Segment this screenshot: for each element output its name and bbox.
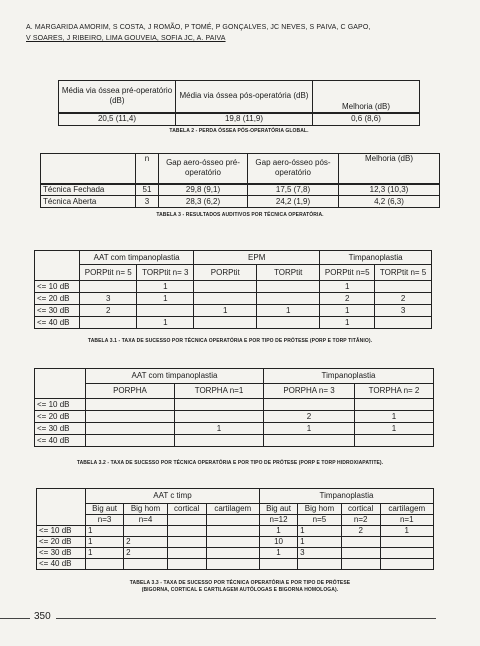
table4-subheader: TORPHA n= 2 [355, 384, 434, 399]
table5-corner [37, 489, 86, 526]
table2-header: Gap aero-ósseo pós-operatório [248, 154, 339, 184]
table5-caption [40, 580, 440, 594]
table2-cell: 3 [136, 196, 159, 208]
table1-cell: 0,6 (8,6) [313, 113, 420, 126]
table3-subheader: PORPtit [194, 265, 257, 281]
table4-cell [86, 435, 175, 447]
table3-subheader: TORPtit n= 5 [375, 265, 432, 281]
table2-cell: 28,3 (6,2) [159, 196, 248, 208]
table5-count: n=5 [298, 515, 342, 526]
table2-header [41, 154, 136, 184]
table3-cell [375, 317, 432, 329]
running-header [26, 22, 466, 44]
table5-cell: 2 [124, 537, 168, 548]
table3-cell [257, 281, 320, 293]
table5-subheader: cortical [167, 504, 206, 515]
table-success-titanium [34, 250, 432, 329]
table3-cell: 1 [137, 317, 194, 329]
table3-cell: 1 [320, 317, 375, 329]
table4-cell: 1 [175, 423, 264, 435]
table-bone-loss [58, 80, 420, 126]
table3-caption: TABELA 3.1 - TAXA DE SUCESSO POR TÉCNICA OPERATÓRIA E POR TIPO DE PRÓTESE (PORP E TORP TITÂNIO). [87, 338, 373, 344]
table5-count [167, 515, 206, 526]
table3-cell: 1 [257, 305, 320, 317]
table5-cell: 1 [259, 526, 297, 537]
table5-count: n=3 [86, 515, 124, 526]
table3-cell: 2 [375, 293, 432, 305]
table-success-hydroxyapatite [34, 368, 434, 447]
table5-cell: 1 [298, 526, 342, 537]
table3-cell [257, 317, 320, 329]
table4-group-header: AAT com timpanoplastia [86, 369, 264, 384]
table5-count: n=12 [259, 515, 297, 526]
table5-caption-line1: TABELA 3.3 - TAXA DE SUCESSO POR TÉCNICA OPERATÓRIA E POR TIPO DE PRÓTESE [129, 580, 351, 586]
table5-cell: 1 [86, 548, 124, 559]
table4-subheader: PORPHA n= 3 [264, 384, 355, 399]
table4-cell [175, 411, 264, 423]
table5-row-label: <= 10 dB [37, 526, 86, 537]
table2-header: Gap aero-ósseo pré-operatório [159, 154, 248, 184]
table4-cell: 1 [355, 423, 434, 435]
table3-cell: 1 [320, 305, 375, 317]
table5-subheader: Big hom [124, 504, 168, 515]
table4-row-label: <= 10 dB [35, 399, 86, 411]
table3-cell: 3 [80, 293, 137, 305]
table5-count: n=4 [124, 515, 168, 526]
table1-header: Melhoria (dB) [313, 81, 420, 113]
table5-cell [341, 559, 380, 570]
table3-cell: 2 [320, 293, 375, 305]
table2-cell: Técnica Aberta [41, 196, 136, 208]
table3-cell [257, 293, 320, 305]
table3-cell: 2 [80, 305, 137, 317]
table5-caption-line2: (BIGORNA, CORTICAL E CARTILAGEM AUTÓLOGAS E BIGORNA HOMOLOGA). [141, 587, 339, 593]
table3-group-header: EPM [194, 251, 320, 265]
table5-cell: 10 [259, 537, 297, 548]
table4-row-label: <= 40 dB [35, 435, 86, 447]
table2-cell: 17,5 (7,8) [248, 184, 339, 196]
table5-cell [206, 559, 259, 570]
footer-rule-right [56, 618, 436, 619]
table4-cell [86, 399, 175, 411]
table3-cell: 3 [375, 305, 432, 317]
table4-cell: 1 [355, 411, 434, 423]
table1-cell: 19,8 (11,9) [176, 113, 313, 126]
table3-cell: 1 [137, 293, 194, 305]
table5-cell: 1 [380, 526, 433, 537]
table5-subheader: Big aut [259, 504, 297, 515]
table5-count [206, 515, 259, 526]
table5-cell [206, 537, 259, 548]
table5-cell: 3 [298, 548, 342, 559]
table2-header: n [136, 154, 159, 184]
table3-cell: 1 [137, 281, 194, 293]
table5-cell [206, 548, 259, 559]
table3-cell: 1 [320, 281, 375, 293]
table4-group-header: Timpanoplastia [264, 369, 434, 384]
table-success-ossicle-cartilage [36, 488, 434, 570]
table3-subheader: PORPtit n=5 [320, 265, 375, 281]
table3-cell [194, 317, 257, 329]
table3-subheader: PORPtit n= 5 [80, 265, 137, 281]
table1-caption: TABELA 2 - PERDA ÓSSEA PÓS-OPERATÓRIA GLOBAL. [169, 128, 309, 134]
table4-cell [264, 435, 355, 447]
table5-cell [259, 559, 297, 570]
table4-caption: TABELA 3.2 - TAXA DE SUCESSO POR TÉCNICA OPERATÓRIA E POR TIPO DE PRÓTESE (PORP E TORP HIDROXIAPATITE). [76, 460, 384, 466]
table5-count: n=2 [341, 515, 380, 526]
table3-cell [137, 305, 194, 317]
table5-row-label: <= 40 dB [37, 559, 86, 570]
table4-cell [86, 411, 175, 423]
table1-cell: 20,5 (11,4) [59, 113, 176, 126]
table3-group-header: Timpanoplastia [320, 251, 432, 265]
table2-cell: 4,2 (6,3) [339, 196, 440, 208]
table4-cell [355, 435, 434, 447]
table5-cell [206, 526, 259, 537]
table4-subheader: PORPHA [86, 384, 175, 399]
table5-cell [298, 559, 342, 570]
table5-cell [167, 559, 206, 570]
table4-cell [175, 399, 264, 411]
page-number: 350 [34, 611, 51, 622]
table5-cell: 1 [259, 548, 297, 559]
footer-rule-left [0, 618, 30, 619]
table4-cell [264, 399, 355, 411]
table5-cell [380, 537, 433, 548]
table3-subheader: TORPtit [257, 265, 320, 281]
table5-subheader: cortical [341, 504, 380, 515]
table2-cell: 51 [136, 184, 159, 196]
table2-cell: Técnica Fechada [41, 184, 136, 196]
table5-cell: 1 [86, 526, 124, 537]
table3-row-label: <= 10 dB [35, 281, 80, 293]
table2-cell: 12,3 (10,3) [339, 184, 440, 196]
table3-cell [194, 293, 257, 305]
table1-header: Média via óssea pós-operatória (dB) [176, 81, 313, 113]
table4-row-label: <= 30 dB [35, 423, 86, 435]
table5-group-header: AAT c timp [86, 489, 260, 504]
table3-subheader: TORPtit n= 3 [137, 265, 194, 281]
table5-subheader: Big aut [86, 504, 124, 515]
table5-cell [124, 559, 168, 570]
table4-cell [175, 435, 264, 447]
table4-cell [355, 399, 434, 411]
table5-cell: 1 [86, 537, 124, 548]
table3-cell [375, 281, 432, 293]
table5-count: n=1 [380, 515, 433, 526]
table2-header: Melhoria (dB) [339, 154, 440, 184]
table4-corner [35, 369, 86, 399]
table5-cell [341, 537, 380, 548]
table2-cell: 29,8 (9,1) [159, 184, 248, 196]
header-authors-line1: A. MARGARIDA AMORIM, S COSTA, J ROMÃO, P TOMÉ, P GONÇALVES, JC NEVES, S PAIVA, C GAPO, [26, 24, 371, 31]
table3-group-header: AAT com timpanoplastia [80, 251, 194, 265]
table3-cell: 1 [194, 305, 257, 317]
table3-row-label: <= 20 dB [35, 293, 80, 305]
table5-subheader: cartilagem [380, 504, 433, 515]
table4-cell: 2 [264, 411, 355, 423]
table5-cell [341, 548, 380, 559]
header-authors-line2: V SOARES, J RIBEIRO, LIMA GOUVEIA, SOFIA JC, A. PAIVA [26, 35, 226, 42]
table3-cell [194, 281, 257, 293]
table5-cell [380, 559, 433, 570]
table2-caption: TABELA 3 - RESULTADOS AUDITIVOS POR TÉCNICA OPERATÓRIA. [156, 212, 324, 218]
table5-cell: 2 [124, 548, 168, 559]
table5-row-label: <= 30 dB [37, 548, 86, 559]
table5-cell: 1 [298, 537, 342, 548]
table5-cell [167, 537, 206, 548]
table2-cell: 24,2 (1,9) [248, 196, 339, 208]
table4-row-label: <= 20 dB [35, 411, 86, 423]
table5-subheader: Big hom [298, 504, 342, 515]
table3-cell [80, 317, 137, 329]
table5-cell [124, 526, 168, 537]
table3-corner [35, 251, 80, 281]
table5-cell [167, 526, 206, 537]
table5-subheader: cartilagem [206, 504, 259, 515]
table3-cell [80, 281, 137, 293]
table4-cell: 1 [264, 423, 355, 435]
table5-cell: 2 [341, 526, 380, 537]
table3-row-label: <= 40 dB [35, 317, 80, 329]
table4-cell [86, 423, 175, 435]
table-hearing-results [40, 153, 440, 208]
table1-header: Média via óssea pré-operatório (dB) [59, 81, 176, 113]
table5-group-header: Timpanoplastia [259, 489, 433, 504]
table5-row-label: <= 20 dB [37, 537, 86, 548]
table4-subheader: TORPHA n=1 [175, 384, 264, 399]
table5-cell [380, 548, 433, 559]
table5-cell [86, 559, 124, 570]
table5-cell [167, 548, 206, 559]
table3-row-label: <= 30 dB [35, 305, 80, 317]
